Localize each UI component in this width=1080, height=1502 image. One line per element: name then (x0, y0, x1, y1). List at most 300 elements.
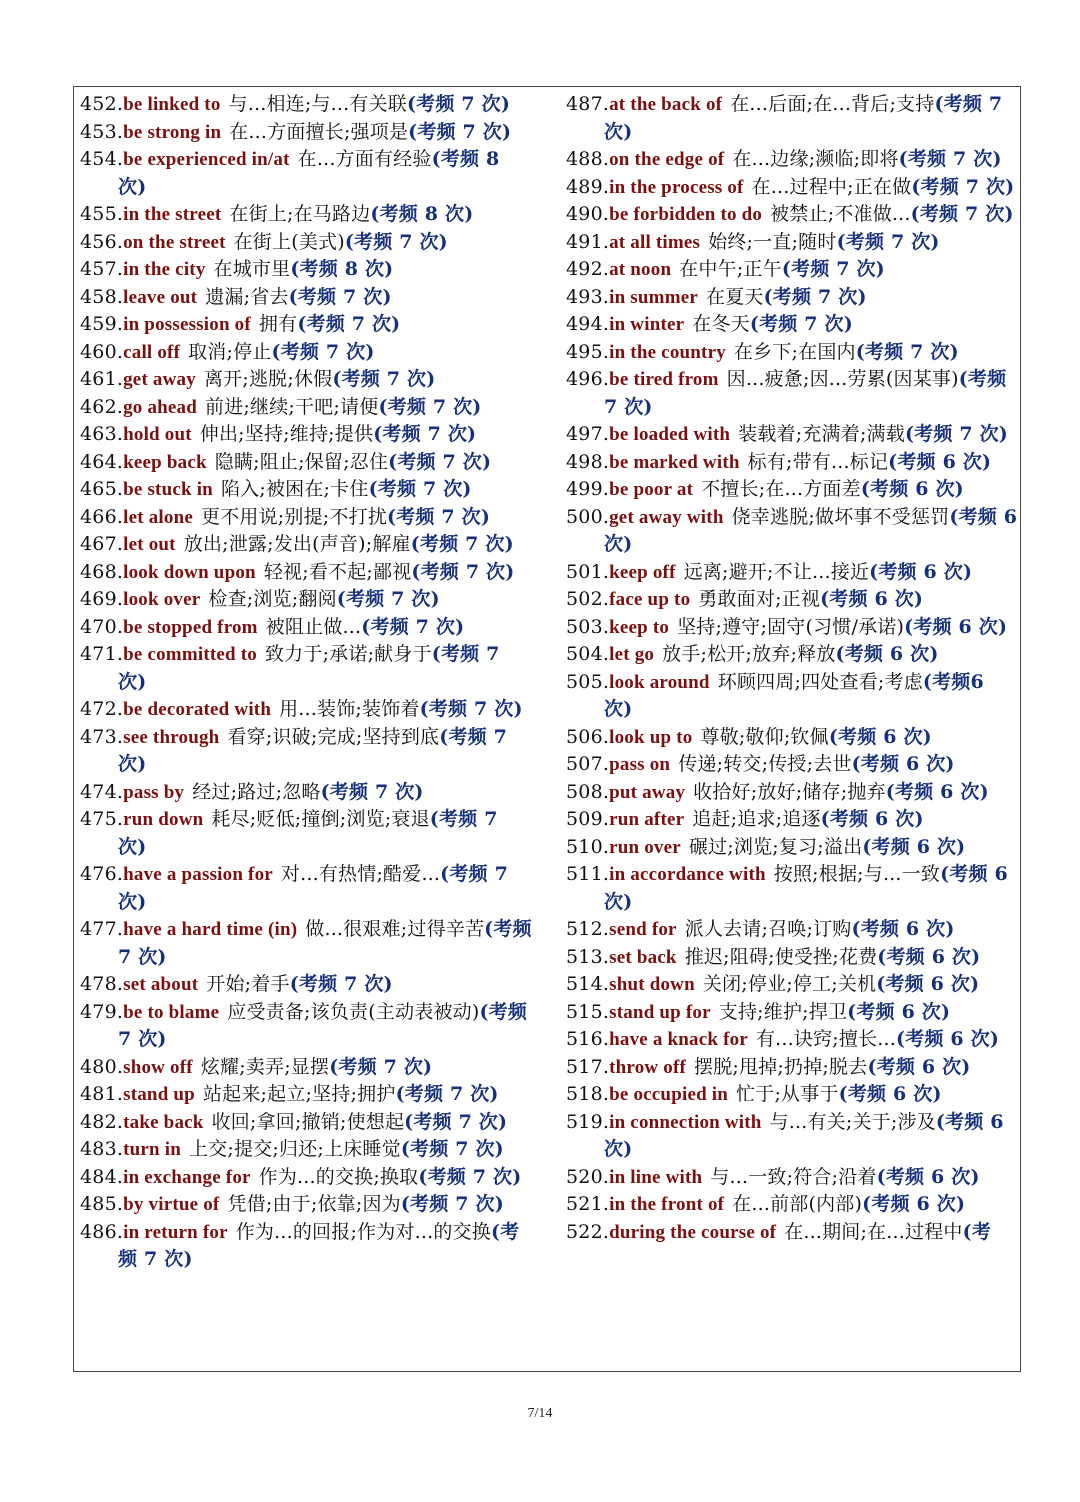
entry-phrase: run over (609, 836, 681, 858)
entry-frequency: (考频 6 次) (876, 1165, 980, 1188)
phrase-entry (566, 916, 1018, 944)
entry-number: 479. (80, 1000, 124, 1023)
phrase-entry (80, 999, 532, 1054)
entry-meaning: 在...方面有经验 (297, 148, 432, 170)
entry-phrase: in winter (609, 314, 685, 335)
entry-frequency: (考频 7 次) (411, 560, 515, 583)
entry-number: 477. (80, 918, 124, 940)
entry-meaning: 炫耀;卖弄;显摆 (200, 1055, 330, 1078)
entry-phrase: send for (609, 919, 677, 940)
entry-phrase: by virtue of (123, 1194, 220, 1215)
entry-frequency: (考频 7 次) (344, 230, 448, 253)
entry-phrase: keep back (123, 451, 207, 473)
entry-frequency: (考频 7 次) (410, 533, 514, 555)
entry-number: 497. (566, 423, 610, 445)
entry-phrase: call off (123, 341, 181, 363)
phrase-entry (566, 1054, 1018, 1082)
entry-phrase: in the street (123, 204, 222, 225)
entry-number: 510. (566, 835, 610, 858)
entry-number: 501. (566, 560, 610, 583)
entry-meaning: 离开;逃脱;休假 (203, 368, 333, 390)
entry-number: 522. (566, 1220, 610, 1243)
entry-frequency: (考频 7 次) (419, 698, 523, 720)
entry-phrase: throw off (609, 1056, 687, 1078)
entry-meaning: 检查;浏览;翻阅 (208, 588, 337, 610)
phrase-entry (80, 284, 532, 312)
entry-number: 509. (566, 808, 610, 830)
entry-number: 474. (80, 780, 124, 803)
right-column (566, 91, 1018, 1246)
entry-meaning: 与...一致;符合;沿着 (710, 1165, 877, 1188)
entry-frequency: (考频 7 次) (855, 340, 959, 363)
entry-number: 518. (566, 1083, 610, 1105)
entry-frequency: (考频 7 次) (604, 368, 1007, 418)
entry-number: 519. (566, 1110, 610, 1133)
entry-number: 516. (566, 1028, 610, 1050)
entry-phrase: keep off (609, 561, 676, 583)
phrase-entry (80, 476, 532, 504)
entry-meaning: 收拾好;放好;储存;抛弃 (693, 780, 886, 803)
phrase-entry (80, 1109, 532, 1137)
entry-frequency: (考频 7 次) (288, 285, 392, 308)
phrase-entry (566, 1164, 1018, 1192)
phrase-entry (80, 311, 532, 339)
phrase-entry (566, 1219, 1018, 1247)
left-column (80, 91, 532, 1274)
entry-number: 475. (80, 808, 124, 830)
phrase-entry (566, 311, 1018, 339)
entry-phrase: at noon (609, 259, 672, 280)
entry-meaning: 传递;转交;传授;去世 (678, 753, 852, 775)
phrase-entry (80, 806, 532, 861)
entry-meaning: 推迟;阻碍;使受挫;花费 (684, 945, 878, 968)
phrase-entry (566, 174, 1018, 202)
entry-frequency: (考频 7 次) (910, 203, 1014, 225)
phrase-entry (80, 1164, 532, 1192)
entry-meaning: 做...很艰难;过得辛苦 (305, 918, 485, 940)
entry-number: 453. (80, 120, 124, 143)
phrase-entry (80, 1054, 532, 1082)
entry-frequency: (考频 7 次) (329, 1055, 433, 1078)
entry-frequency: (考频 7 次) (749, 313, 853, 335)
phrase-entry (566, 641, 1018, 669)
entry-meaning: 勇敢面对;正视 (698, 588, 821, 610)
entry-frequency: (考频 6 次) (604, 863, 1008, 913)
entry-number: 471. (80, 643, 124, 665)
entry-phrase: in the front of (609, 1194, 725, 1215)
phrase-entry (566, 1191, 1018, 1219)
phrase-entry (80, 614, 532, 642)
phrase-entry (566, 146, 1018, 174)
entry-meaning: 遗漏;省去 (205, 285, 289, 308)
entry-frequency: (考频 8 次) (118, 148, 500, 198)
entry-frequency: (考频 7 次) (118, 643, 500, 693)
entry-meaning: 在...后面;在...背后;支持 (730, 93, 935, 115)
entry-number: 498. (566, 450, 610, 473)
entry-frequency: (考频 7 次) (763, 285, 867, 308)
entry-number: 454. (80, 148, 124, 170)
entry-phrase: look around (609, 671, 710, 693)
phrase-entry (80, 779, 532, 807)
entry-frequency: (考频 7 次) (388, 450, 492, 473)
entry-phrase: be marked with (609, 451, 740, 473)
phrase-entry (80, 861, 532, 916)
entry-number: 456. (80, 230, 124, 253)
entry-number: 463. (80, 423, 124, 445)
entry-phrase: stand up for (609, 1001, 711, 1023)
entry-meaning: 放出;泄露;发出(声音);解雇 (183, 533, 411, 555)
entry-meaning: 陷入;被困在;卡住 (220, 478, 369, 500)
entry-phrase: in the city (123, 259, 206, 280)
entry-frequency: (考频 8 次) (290, 258, 394, 280)
entry-meaning: 在街上(美式) (233, 230, 345, 253)
entry-phrase: in connection with (609, 1111, 762, 1133)
entry-phrase: look up to (609, 726, 693, 748)
entry-number: 464. (80, 450, 124, 473)
entry-frequency: (考频 7 次) (118, 1220, 520, 1270)
entry-frequency: (考频 6 次) (604, 1110, 1004, 1160)
entry-meaning: 派人去请;召唤;订购 (684, 918, 852, 940)
phrase-entry (566, 779, 1018, 807)
entry-number: 459. (80, 313, 124, 335)
phrase-entry (566, 724, 1018, 752)
phrase-entry (80, 504, 532, 532)
entry-phrase: at the back of (609, 94, 723, 115)
entry-number: 487. (566, 93, 610, 115)
entry-phrase: in return for (123, 1221, 228, 1243)
entry-number: 515. (566, 1000, 610, 1023)
phrase-entry (566, 229, 1018, 257)
entry-phrase: face up to (609, 589, 691, 610)
entry-meaning: 碾过;浏览;复习;溢出 (688, 835, 863, 858)
entry-meaning: 开始;着手 (206, 973, 290, 995)
entry-number: 491. (566, 230, 610, 253)
entry-number: 493. (566, 285, 610, 308)
entry-number: 468. (80, 560, 124, 583)
entry-frequency: (考频 7 次) (400, 1138, 504, 1160)
entry-frequency: (考频 7 次) (395, 1083, 499, 1105)
entry-meaning: 标有;带有...标记 (747, 450, 889, 473)
entry-number: 465. (80, 478, 124, 500)
entry-frequency: (考频 7 次) (604, 93, 1003, 143)
entry-meaning: 在中午;正午 (679, 258, 782, 280)
entry-phrase: be stopped from (123, 616, 258, 638)
phrase-entry (566, 586, 1018, 614)
entry-number: 506. (566, 725, 610, 748)
entry-number: 486. (80, 1220, 124, 1243)
phrase-entry (80, 1219, 532, 1274)
entry-meaning: 远离;避开;不让...接近 (683, 560, 870, 583)
entry-meaning: 在...前部(内部) (732, 1193, 863, 1215)
entry-number: 455. (80, 203, 124, 225)
entry-meaning: 耗尽;贬低;撞倒;浏览;衰退 (211, 808, 430, 830)
entry-phrase: see through (123, 726, 220, 748)
entry-meaning: 与...有关;关于;涉及 (769, 1110, 936, 1133)
entry-number: 472. (80, 698, 124, 720)
entry-meaning: 在...过程中;正在做 (751, 175, 912, 198)
entry-meaning: 用...装饰;装饰着 (279, 698, 420, 720)
entry-phrase: show off (123, 1056, 193, 1078)
entry-frequency: (考频6 次) (604, 670, 984, 720)
entry-phrase: in possession of (123, 314, 251, 335)
entry-frequency: (考频 7 次) (332, 368, 436, 390)
entry-frequency: (考频 7 次) (336, 588, 440, 610)
entry-phrase: be committed to (123, 644, 257, 665)
entry-meaning: 关闭;停业;停工;关机 (702, 973, 877, 995)
phrase-entry (80, 256, 532, 284)
entry-frequency: (考频 6 次) (896, 1028, 1000, 1050)
entry-number: 473. (80, 725, 124, 748)
entry-meaning: 尊敬;敬仰;钦佩 (700, 725, 829, 748)
entry-phrase: be tired from (609, 369, 719, 390)
entry-phrase: take back (123, 1111, 204, 1133)
phrase-entry (566, 751, 1018, 779)
phrase-entry (80, 559, 532, 587)
entry-phrase: let alone (123, 506, 193, 528)
entry-number: 485. (80, 1193, 124, 1215)
entry-meaning: 站起来;起立;坚持;拥护 (202, 1083, 396, 1105)
entry-frequency: (考频 7 次) (373, 423, 477, 445)
entry-phrase: keep to (609, 616, 670, 638)
entry-meaning: 作为...的回报;作为对...的交换 (235, 1220, 491, 1243)
entry-frequency: (考频 7 次) (118, 1000, 528, 1050)
entry-meaning: 放手;松开;放弃;释放 (662, 643, 836, 665)
entry-phrase: on the street (123, 231, 226, 253)
entry-phrase: be forbidden to do (609, 204, 763, 225)
entry-frequency: (考频 7 次) (387, 505, 491, 528)
entry-meaning: 被阻止做... (265, 615, 362, 638)
phrase-entry (80, 916, 532, 971)
phrase-entry (566, 449, 1018, 477)
entry-phrase: in the process of (609, 176, 744, 198)
entry-meaning: 装载着;充满着;满载 (738, 423, 905, 445)
entry-number: 458. (80, 285, 124, 308)
entry-frequency: (考频 6 次) (851, 918, 955, 940)
entry-number: 512. (566, 918, 610, 940)
entry-phrase: put away (609, 781, 686, 803)
entry-meaning: 对...有热情;酷爱... (280, 863, 441, 885)
entry-meaning: 应受责备;该负责(主动表被动) (227, 1000, 480, 1023)
entry-phrase: let go (609, 644, 655, 665)
phrase-entry (80, 449, 532, 477)
entry-frequency: (考频 6 次) (820, 588, 924, 610)
entry-meaning: 致力于;承诺;献身于 (264, 643, 432, 665)
page-number: 7/14 (527, 1406, 553, 1421)
entry-number: 476. (80, 863, 124, 885)
entry-phrase: on the edge of (609, 149, 725, 170)
entry-phrase: have a hard time (in) (123, 919, 298, 940)
entry-meaning: 更不用说;别提;不打扰 (200, 505, 387, 528)
entry-meaning: 侥幸逃脱;做坏事不受惩罚 (731, 505, 950, 528)
phrase-entry (566, 284, 1018, 312)
entry-frequency: (考频 7 次) (378, 395, 482, 418)
phrase-entry (80, 201, 532, 229)
entry-phrase: during the course of (609, 1221, 777, 1243)
entry-number: 500. (566, 505, 610, 528)
entry-number: 490. (566, 203, 610, 225)
entry-phrase: let out (123, 534, 176, 555)
entry-number: 496. (566, 368, 610, 390)
entry-number: 481. (80, 1083, 124, 1105)
entry-number: 480. (80, 1055, 124, 1078)
entry-number: 513. (566, 945, 610, 968)
content-frame (73, 86, 1021, 1372)
entry-phrase: shut down (609, 974, 695, 995)
phrase-entry (566, 559, 1018, 587)
entry-frequency: (考频 7 次) (118, 918, 532, 968)
phrase-entry (566, 834, 1018, 862)
entry-meaning: 忙于;从事于 (736, 1083, 839, 1105)
entry-number: 521. (566, 1193, 610, 1215)
entry-number: 504. (566, 643, 610, 665)
phrase-entry (80, 696, 532, 724)
entry-phrase: stand up (123, 1084, 195, 1105)
phrase-entry (566, 476, 1018, 504)
entry-meaning: 在乡下;在国内 (733, 340, 856, 363)
entry-phrase: be strong in (123, 121, 222, 143)
entry-phrase: set back (609, 946, 677, 968)
entry-number: 466. (80, 505, 124, 528)
entry-frequency: (考频 7 次) (911, 175, 1015, 198)
entry-meaning: 环顾四周;四处查看;考虑 (717, 670, 923, 693)
entry-phrase: in summer (609, 286, 698, 308)
entry-phrase: pass on (609, 754, 671, 775)
entry-frequency: (考 (962, 1220, 992, 1243)
entry-number: 514. (566, 973, 610, 995)
entry-number: 495. (566, 340, 610, 363)
entry-number: 499. (566, 478, 610, 500)
phrase-entry (566, 944, 1018, 972)
entry-meaning: 在...期间;在...过程中 (784, 1220, 963, 1243)
entry-number: 507. (566, 753, 610, 775)
entry-frequency: (考频 6 次) (877, 945, 981, 968)
entry-meaning: 始终;一直;随时 (708, 230, 837, 253)
entry-number: 508. (566, 780, 610, 803)
entry-phrase: leave out (123, 286, 198, 308)
entry-frequency: (考频 7 次) (408, 120, 512, 143)
entry-frequency: (考频 6 次) (820, 808, 924, 830)
entry-phrase: have a knack for (609, 1029, 748, 1050)
entry-frequency: (考频 6 次) (862, 1193, 966, 1215)
entry-frequency: (考频 7 次) (368, 478, 472, 500)
entry-number: 483. (80, 1138, 124, 1160)
entry-number: 482. (80, 1110, 124, 1133)
entry-phrase: turn in (123, 1139, 181, 1160)
phrase-entry (566, 669, 1018, 724)
entry-meaning: 凭借;由于;依靠;因为 (227, 1193, 401, 1215)
entry-frequency: (考频 7 次) (361, 615, 465, 638)
entry-frequency: (考频 7 次) (400, 1193, 504, 1215)
entry-frequency: (考频 7 次) (118, 808, 498, 858)
entry-frequency: (考频 6 次) (904, 615, 1008, 638)
entry-meaning: 伸出;坚持;维持;提供 (199, 423, 374, 445)
phrase-entry (80, 366, 532, 394)
phrase-entry (80, 1136, 532, 1164)
entry-meaning: 隐瞒;阻止;保留;忍住 (214, 450, 389, 473)
entry-phrase: hold out (123, 424, 192, 445)
entry-phrase: in line with (609, 1166, 703, 1188)
phrase-entry (566, 201, 1018, 229)
entry-frequency: (考频 7 次) (406, 93, 511, 115)
phrase-entry (80, 531, 532, 559)
entry-frequency: (考频 6 次) (867, 1055, 971, 1078)
entry-meaning: 坚持;遵守;固守(习惯/承诺) (677, 615, 905, 638)
entry-frequency: (考频 6 次) (862, 835, 966, 858)
entry-frequency: (考频 6 次) (835, 643, 939, 665)
entry-meaning: 支持;维护;捍卫 (718, 1000, 848, 1023)
entry-frequency: (考频 6 次) (869, 560, 973, 583)
entry-phrase: be decorated with (123, 699, 272, 720)
phrase-entry (566, 256, 1018, 284)
entry-number: 460. (80, 340, 124, 363)
entry-meaning: 按照;根据;与...一致 (773, 863, 941, 885)
phrase-entry (80, 724, 532, 779)
entry-meaning: 上交;提交;归还;上床睡觉 (189, 1138, 401, 1160)
entry-frequency: (考频 7 次) (297, 313, 401, 335)
phrase-entry (80, 421, 532, 449)
phrase-entry (566, 1081, 1018, 1109)
entry-meaning: 收回;拿回;撤销;使想起 (211, 1110, 405, 1133)
phrase-entry (566, 339, 1018, 367)
entry-number: 502. (566, 588, 610, 610)
entry-number: 520. (566, 1165, 610, 1188)
entry-number: 503. (566, 615, 610, 638)
entry-meaning: 轻视;看不起;鄙视 (263, 560, 412, 583)
entry-frequency: (考频 7 次) (781, 258, 885, 280)
phrase-entry (566, 1109, 1018, 1164)
entry-meaning: 不擅长;在...方面差 (701, 478, 861, 500)
entry-meaning: 看穿;识破;完成;坚持到底 (227, 725, 440, 748)
entry-frequency: (考频 6 次) (888, 450, 992, 473)
entry-frequency: (考频 7 次) (836, 230, 940, 253)
entry-frequency: (考频 7 次) (118, 863, 508, 913)
entry-number: 484. (80, 1165, 124, 1188)
entry-frequency: (考频 8 次) (370, 203, 474, 225)
entry-phrase: be stuck in (123, 479, 213, 500)
entry-phrase: in the country (609, 341, 726, 363)
entry-phrase: look down upon (123, 561, 256, 583)
entry-number: 462. (80, 395, 124, 418)
entry-phrase: look over (123, 589, 201, 610)
entry-meaning: 在...方面擅长;强项是 (229, 120, 409, 143)
entry-frequency: (考频 7 次) (271, 340, 375, 363)
entry-phrase: be linked to (123, 94, 221, 115)
entry-number: 517. (566, 1055, 610, 1078)
entry-meaning: 在夏天 (706, 285, 764, 308)
phrase-entry (80, 339, 532, 367)
entry-phrase: get away with (609, 506, 724, 528)
entry-frequency: (考频 6 次) (828, 725, 932, 748)
entry-number: 467. (80, 533, 124, 555)
entry-frequency: (考频 7 次) (404, 1110, 508, 1133)
entry-frequency: (考频 6 次) (847, 1000, 951, 1023)
entry-phrase: be experienced in/at (123, 149, 290, 170)
phrase-entry (566, 971, 1018, 999)
entry-frequency: (考频 7 次) (418, 1165, 522, 1188)
entry-phrase: at all times (609, 231, 701, 253)
phrase-entry (566, 366, 1018, 421)
entry-frequency: (考频 7 次) (320, 780, 424, 803)
entry-frequency: (考频 6 次) (885, 780, 989, 803)
entry-meaning: 作为...的交换;换取 (258, 1165, 419, 1188)
phrase-entry (80, 641, 532, 696)
phrase-entry (566, 1026, 1018, 1054)
entry-meaning: 摆脱;甩掉;扔掉;脱去 (694, 1055, 868, 1078)
phrase-entry (80, 91, 532, 119)
phrase-entry (566, 91, 1018, 146)
entry-phrase: run down (123, 809, 204, 830)
entry-meaning: 取消;停止 (188, 340, 272, 363)
